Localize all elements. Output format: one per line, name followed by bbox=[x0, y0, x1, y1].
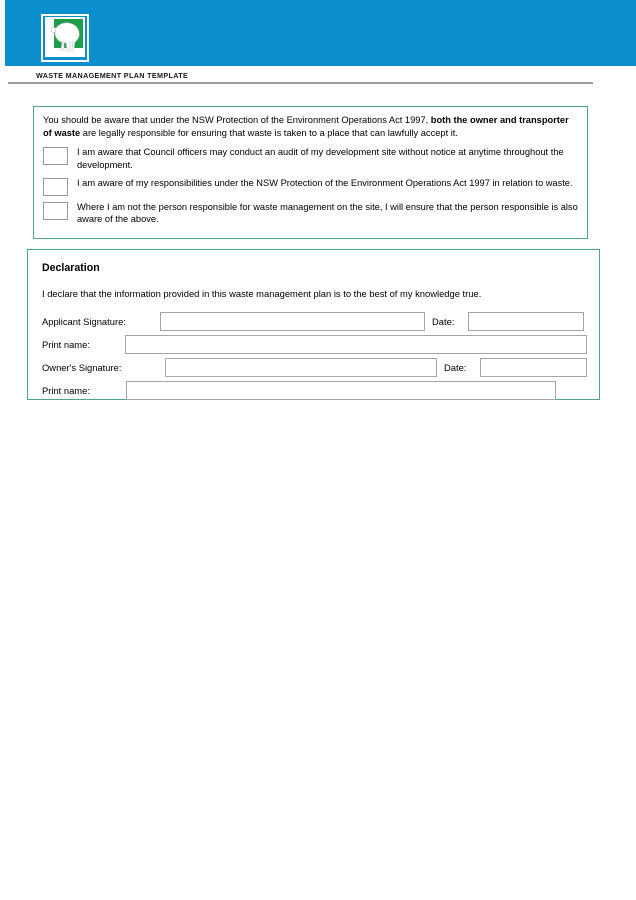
applicant-print-name-label: Print name: bbox=[42, 338, 90, 350]
acknowledgement-row-3 bbox=[43, 201, 578, 226]
declaration-heading: Declaration bbox=[42, 262, 100, 274]
owner-print-name-input[interactable] bbox=[126, 381, 556, 400]
awareness-intro-text bbox=[43, 114, 578, 140]
awareness-intro-part1: You should be aware that under the NSW Protection of the Environment Operations Act 1997, bbox=[43, 115, 431, 125]
owner-print-name-row bbox=[42, 380, 587, 400]
applicant-signature-input[interactable] bbox=[160, 312, 425, 331]
checkbox-label-audit-awareness: I am aware that Council officers may conduct an audit of my development site without notice at anytime throughout the development. bbox=[77, 147, 564, 170]
checkbox-label-responsibilities-awareness: I am aware of my responsibilities under the NSW Protection of the Environment Operations Act 1997 in relation to waste. bbox=[77, 177, 573, 188]
owner-print-name-label: Print name: bbox=[42, 384, 90, 396]
applicant-print-name-input[interactable] bbox=[125, 335, 587, 354]
declaration-statement: I declare that the information provided in this waste management plan is to the best of my knowledge true. bbox=[42, 288, 482, 299]
applicant-date-input[interactable] bbox=[468, 312, 584, 331]
checkbox-responsible-person-awareness[interactable] bbox=[43, 202, 68, 220]
logo-council-text: council bbox=[57, 51, 75, 56]
awareness-intro-part2: are legally responsible for ensuring that waste is taken to a place that can lawfully accept it. bbox=[80, 128, 458, 139]
page-title: WASTE MANAGEMENT PLAN TEMPLATE bbox=[36, 71, 189, 80]
owner-date-label: Date: bbox=[444, 361, 467, 373]
header-divider bbox=[8, 82, 593, 84]
applicant-date-label: Date: bbox=[432, 315, 455, 327]
applicant-signature-row bbox=[42, 311, 587, 331]
checkbox-label-responsible-person-awareness: Where I am not the person responsible for waste management on the site, I will ensure that the person responsible is also aware of the above. bbox=[77, 201, 578, 225]
header-band bbox=[5, 0, 636, 66]
owner-signature-label: Owner's Signature: bbox=[42, 361, 122, 373]
owner-signature-row bbox=[42, 357, 587, 377]
awareness-intro-bold: both the owner and transporter of waste bbox=[43, 115, 569, 139]
awareness-box bbox=[33, 106, 588, 239]
logo-camden-text: camden bbox=[46, 16, 54, 44]
applicant-signature-label: Applicant Signature: bbox=[42, 315, 126, 327]
header-title-area bbox=[8, 66, 593, 84]
acknowledgement-row-1 bbox=[43, 146, 578, 171]
applicant-print-name-row bbox=[42, 334, 587, 354]
checkbox-responsibilities-awareness[interactable] bbox=[43, 178, 68, 196]
acknowledgement-row-2 bbox=[43, 177, 578, 196]
camden-council-logo bbox=[41, 14, 89, 62]
declaration-box bbox=[27, 249, 600, 400]
owner-date-input[interactable] bbox=[480, 358, 587, 377]
owner-signature-input[interactable] bbox=[165, 358, 437, 377]
checkbox-audit-awareness[interactable] bbox=[43, 147, 68, 165]
